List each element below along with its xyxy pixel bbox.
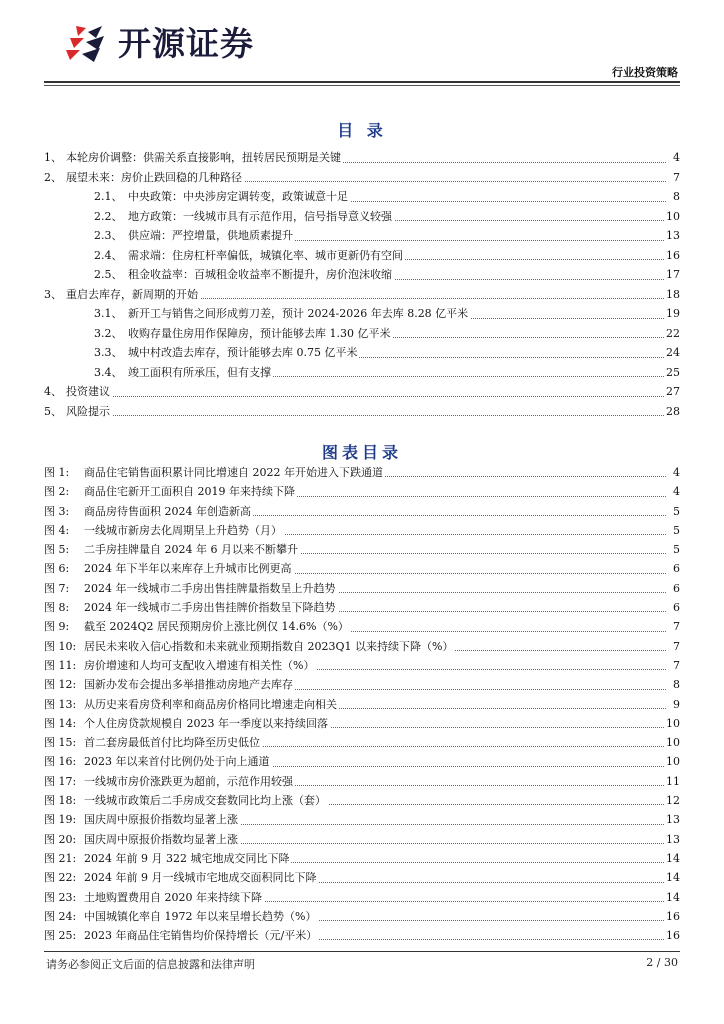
figure-entry-page: 6 [671, 598, 680, 617]
toc-entry[interactable] [44, 226, 680, 246]
figure-entry-number: 图 1: [44, 466, 70, 479]
toc-entry-page: 8 [671, 187, 680, 207]
brand-name: 开源证券 [118, 24, 254, 63]
toc-entry-page: 13 [664, 226, 680, 246]
figure-entry-number: 图 17: [44, 774, 77, 788]
toc-entry[interactable] [44, 187, 680, 207]
figure-entry-page: 13 [664, 830, 680, 849]
figure-entry-number: 图 10: [44, 639, 77, 653]
toc-entry-number: 2.2、 [94, 209, 123, 223]
figure-entry-page: 11 [664, 772, 680, 791]
figure-entry[interactable] [44, 637, 680, 656]
figure-entry-number: 图 11: [44, 658, 77, 672]
kaiyuan-logo-icon [62, 22, 110, 66]
figure-entry[interactable] [44, 714, 680, 733]
toc-entry-title: 投资建议 [66, 382, 112, 402]
toc-entry-page: 28 [664, 402, 680, 422]
figure-entry-page: 6 [671, 559, 680, 578]
figure-entry[interactable] [44, 521, 680, 540]
figure-entry[interactable] [44, 907, 680, 926]
figure-entry-title: 2024 年下半年以来库存上升城市比例更高 [84, 559, 294, 578]
toc-entry[interactable] [44, 246, 680, 266]
figure-entry-page: 7 [671, 656, 680, 675]
toc-entry-page: 19 [664, 304, 680, 324]
toc-entry-title: 本轮房价调整：供需关系直接影响，扭转居民预期是关键 [66, 148, 343, 168]
figure-entry-page: 10 [664, 714, 680, 733]
figure-entry-number: 图 16: [44, 755, 77, 769]
figure-entry-page: 10 [664, 752, 680, 771]
page-header [0, 0, 724, 80]
figure-entry-page: 5 [671, 502, 680, 521]
toc-entry-page: 17 [664, 265, 680, 285]
figure-entry-title: 商品住宅新开工面积自 2019 年来持续下降 [84, 482, 297, 501]
figure-entry-page: 10 [664, 733, 680, 752]
figure-entry-number: 图 13: [44, 697, 77, 711]
toc-entry-page: 18 [664, 285, 680, 305]
toc-entry-number: 3.1、 [94, 307, 123, 320]
toc-entry-title: 收购存量住房用作保障房，预计能够去库 1.30 亿平米 [128, 324, 392, 344]
figure-entry[interactable] [44, 830, 680, 849]
figure-entry[interactable] [44, 559, 680, 578]
toc-entry[interactable] [44, 148, 680, 168]
figure-entry-number: 图 15: [44, 736, 77, 750]
figure-entry-title: 商品房待售面积 2024 年创造新高 [84, 502, 253, 521]
figure-entry-page: 7 [671, 617, 680, 636]
toc-entry-page: 24 [664, 343, 680, 363]
toc-entry-title: 重启去库存，新周期的开始 [66, 285, 200, 305]
toc-entry-number: 5、 [44, 404, 62, 418]
figure-entry-number: 图 6: [44, 562, 70, 576]
figure-entry-title: 土地购置费用自 2020 年来持续下降 [84, 888, 264, 907]
toc-entry-title: 展望未来：房价止跌回稳的几种路径 [66, 168, 244, 188]
toc-entry-number: 2.3、 [94, 229, 123, 242]
figure-entry[interactable] [44, 695, 680, 714]
toc-entry-number: 2.5、 [94, 268, 123, 281]
figure-entry-number: 图 19: [44, 813, 77, 827]
figure-entry[interactable] [44, 791, 680, 810]
toc-entry-number: 3.2、 [94, 326, 123, 340]
figure-entry-number: 图 24: [44, 909, 77, 923]
figure-entry-title: 一线城市新房去化周期呈上升趋势（月） [84, 521, 284, 540]
toc-entry[interactable] [44, 324, 680, 344]
figure-entry-title: 首二套房最低首付比均降至历史低位 [84, 733, 262, 752]
figure-entry-number: 图 7: [44, 581, 70, 595]
header-divider-thin [44, 85, 680, 86]
toc-entry[interactable] [44, 343, 680, 363]
figure-entry-title: 2023 年以来首付比例仍处于向上通道 [84, 752, 272, 771]
toc-entry-number: 3.3、 [94, 346, 123, 359]
figure-entry-page: 6 [671, 579, 680, 598]
figure-entry[interactable] [44, 540, 680, 559]
figures-title: 图表目录 [321, 443, 402, 462]
header-divider [44, 81, 680, 83]
toc-entry-number: 2、 [44, 170, 62, 184]
figure-entry-title: 国庆周中原报价指数均显著上涨 [84, 810, 240, 829]
figure-list [44, 463, 680, 945]
figure-entry[interactable] [44, 656, 680, 675]
toc-entry-page: 16 [664, 246, 680, 266]
toc-entry-title: 风险提示 [66, 402, 112, 422]
footer-divider [44, 951, 680, 952]
toc-entry-title: 城中村改造去库存，预计能够去库 0.75 亿平米 [128, 343, 359, 363]
toc-entry[interactable] [44, 363, 680, 383]
figure-entry-number: 图 14: [44, 716, 77, 730]
figure-entry[interactable] [44, 752, 680, 771]
dot-leader [66, 396, 666, 397]
toc-entry[interactable] [44, 285, 680, 305]
toc-entry-number: 3.4、 [94, 365, 123, 379]
toc-entry-title: 需求端：住房杠杆率偏低，城镇化率、城市更新仍有空间 [128, 246, 405, 266]
figure-entry-title: 居民未来收入信心指数和未来就业预期指数自 2023Q1 以来持续下降（%） [84, 637, 455, 656]
toc-entry-number: 1、 [44, 151, 62, 164]
figure-entry-title: 截至 2024Q2 居民预期房价上涨比例仅 14.6%（%） [84, 617, 351, 636]
figure-entry-number: 图 20: [44, 832, 77, 846]
footer-page-number: 2 / 30 [646, 956, 678, 969]
figure-entry-number: 图 18: [44, 794, 77, 808]
figure-entry-page: 8 [671, 675, 680, 694]
figure-entry-title: 2024 年前 9 月一线城市宅地成交面积同比下降 [84, 868, 318, 887]
figure-entry-page: 12 [664, 791, 680, 810]
figure-entry[interactable] [44, 579, 680, 598]
toc-entry-page: 4 [671, 148, 680, 168]
figure-entry-page: 16 [664, 926, 680, 945]
toc-entry-page: 27 [664, 382, 680, 402]
figure-entry[interactable] [44, 772, 680, 791]
figure-entry-title: 国庆周中原报价指数均显著上涨 [84, 830, 240, 849]
figure-entry-title: 2024 年一线城市二手房出售挂牌量指数呈上升趋势 [84, 579, 338, 598]
figure-entry-page: 16 [664, 907, 680, 926]
figure-entry-number: 图 3: [44, 504, 70, 518]
figure-entry-number: 图 9: [44, 620, 70, 634]
dot-leader [66, 415, 666, 416]
figure-entry-page: 14 [664, 868, 680, 887]
figure-entry[interactable] [44, 598, 680, 617]
figure-entry-title: 国新办发布会提出多举措推动房地产去库存 [84, 675, 295, 694]
footer-disclaimer: 请务必参阅正文后面的信息披露和法律声明 [46, 958, 255, 971]
figure-entry[interactable] [44, 733, 680, 752]
toc-entry-page: 7 [671, 168, 680, 188]
toc-list [44, 148, 680, 421]
figure-entry[interactable] [44, 617, 680, 636]
figure-entry-number: 图 25: [44, 929, 77, 943]
figure-entry[interactable] [44, 463, 680, 482]
figure-entry-title: 商品住宅销售面积累计同比增速自 2022 年开始进入下跌通道 [84, 463, 385, 482]
toc-entry[interactable] [44, 265, 680, 285]
figure-entry-title: 2023 年商品住宅销售均价保持增长（元/平米） [84, 926, 319, 945]
figure-entry[interactable] [44, 888, 680, 907]
figure-entry-page: 4 [671, 463, 680, 482]
toc-entry-title: 新开工与销售之间形成剪刀差，预计 2024-2026 年去库 8.28 亿平米 [128, 304, 470, 324]
figure-entry-title: 二手房挂牌量自 2024 年 6 月以来不断攀升 [84, 540, 300, 559]
toc-entry-title: 地方政策：一线城市具有示范作用，信号指导意义较强 [128, 207, 394, 227]
toc-title: 目 录 [337, 121, 387, 140]
toc-entry[interactable] [44, 304, 680, 324]
figure-entry[interactable] [44, 675, 680, 694]
toc-entry-number: 4、 [44, 385, 62, 398]
figure-entry[interactable] [44, 810, 680, 829]
figure-entry-number: 图 12: [44, 678, 77, 692]
figure-entry-title: 一线城市房价涨跌更为超前，示范作用较强 [84, 772, 295, 791]
figure-entry[interactable] [44, 849, 680, 868]
toc-entry[interactable] [44, 382, 680, 402]
figure-entry-page: 5 [671, 540, 680, 559]
toc-entry[interactable] [44, 207, 680, 227]
figure-entry-number: 图 2: [44, 485, 70, 499]
toc-entry-number: 2.1、 [94, 190, 123, 203]
figure-entry-number: 图 23: [44, 890, 77, 904]
figure-entry-number: 图 8: [44, 601, 70, 615]
toc-entry-number: 3、 [44, 287, 62, 301]
figure-entry-page: 9 [671, 695, 680, 714]
figure-entry-title: 2024 年前 9 月 322 城宅地成交同比下降 [84, 849, 291, 868]
figure-entry-page: 14 [664, 849, 680, 868]
figure-entry-title: 中国城镇化率自 1972 年以来呈增长趋势（%） [84, 907, 318, 926]
figure-entry[interactable] [44, 502, 680, 521]
figure-entry-number: 图 21: [44, 851, 77, 865]
figure-entry-title: 2024 年一线城市二手房出售挂牌价指数呈下降趋势 [84, 598, 338, 617]
figure-entry-page: 4 [671, 482, 680, 501]
figure-entry[interactable] [44, 482, 680, 501]
report-type: 行业投资策略 [612, 66, 678, 79]
toc-entry-page: 22 [664, 324, 680, 344]
figure-entry-title: 一线城市政策后二手房成交套数同比均上涨（套） [84, 791, 328, 810]
toc-entry-title: 竣工面积有所承压，但有支撑 [128, 363, 273, 383]
figure-entry-page: 13 [664, 810, 680, 829]
toc-entry[interactable] [44, 168, 680, 188]
figure-entry[interactable] [44, 868, 680, 887]
figure-entry-title: 个人住房贷款规模自 2023 年一季度以来持续回落 [84, 714, 330, 733]
toc-entry-page: 25 [664, 363, 680, 383]
figure-entry-number: 图 4: [44, 523, 70, 537]
toc-entry-title: 租金收益率：百城租金收益率不断提升，房价泡沫收缩 [128, 265, 394, 285]
figure-entry-page: 7 [671, 637, 680, 656]
figure-entry-title: 房价增速和人均可支配收入增速有相关性（%） [84, 656, 316, 675]
figure-entry-page: 5 [671, 521, 680, 540]
toc-entry-title: 供应端：严控增量，供地质素提升 [128, 226, 295, 246]
toc-entry-number: 2.4、 [94, 248, 123, 262]
figure-entry-number: 图 5: [44, 543, 70, 557]
toc-entry[interactable] [44, 402, 680, 422]
figure-entry-page: 14 [664, 888, 680, 907]
figure-entry-number: 图 22: [44, 871, 77, 885]
toc-entry-page: 10 [664, 207, 680, 227]
figure-entry[interactable] [44, 926, 680, 945]
toc-entry-title: 中央政策：中央涉房定调转变，政策诚意十足 [128, 187, 350, 207]
figure-entry-title: 从历史来看房贷利率和商品房价格同比增速走向相关 [84, 695, 339, 714]
